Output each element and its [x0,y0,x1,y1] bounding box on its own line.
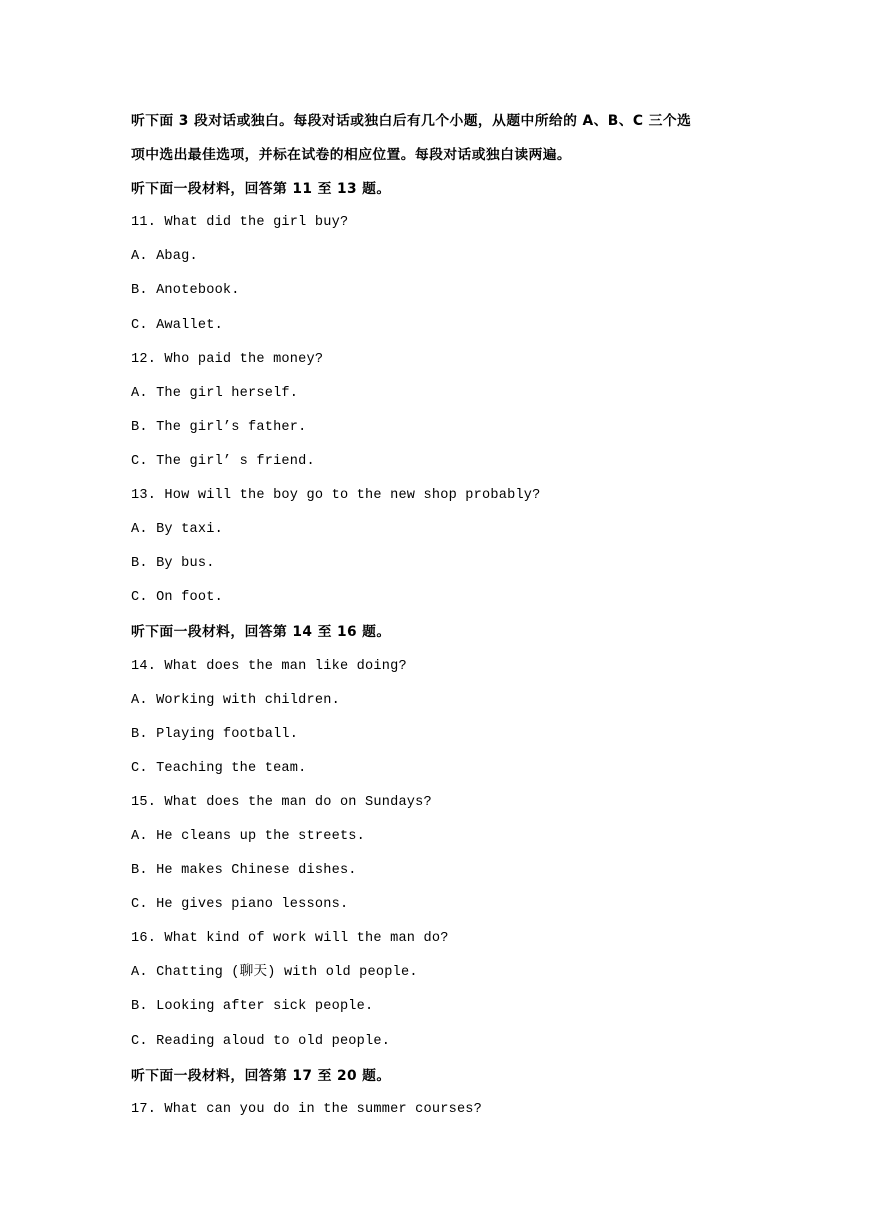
question-16-option-b: B. Looking after sick people. [131,999,374,1015]
question-14-option-b: B. Playing football. [131,726,299,742]
question-15-option-b: B. He makes Chinese dishes. [131,863,357,879]
question-13-option-a: A. By taxi. [131,522,223,538]
question-17-stem: 17. What can you do in the summer courses? [131,1101,483,1117]
question-16-stem: 16. What kind of work will the man do? [131,931,449,947]
question-16-option-c: C. Reading aloud to old people. [131,1033,391,1049]
section-heading-17-20: 听下面一段材料，回答第 17 至 20 题。 [131,1067,391,1084]
section-heading-14-16: 听下面一段材料，回答第 14 至 16 题。 [131,624,391,641]
question-11-stem: 11. What did the girl buy? [131,215,349,231]
question-11-option-b: B. Anotebook. [131,283,240,299]
question-11-option-c: C. Awallet. [131,317,223,333]
question-16-option-a: A. Chatting (聊天) with old people. [131,965,418,981]
question-15-option-a: A. He cleans up the streets. [131,828,366,844]
question-12-option-b: B. The girl’s father. [131,419,307,435]
question-12-option-a: A. The girl herself. [131,385,299,401]
document-page [131,104,741,1127]
question-14-option-c: C. Teaching the team. [131,760,307,776]
question-13-stem: 13. How will the boy go to the new shop probably? [131,488,541,504]
question-13-option-c: C. On foot. [131,590,223,606]
instructions-line-2: 项中选出最佳选项，并标在试卷的相应位置。每段对话或独白读两遍。 [131,147,572,164]
section-heading-11-13: 听下面一段材料，回答第 11 至 13 题。 [131,181,391,198]
question-13-option-b: B. By bus. [131,556,215,572]
question-12-stem: 12. Who paid the money? [131,351,324,367]
question-15-stem: 15. What does the man do on Sundays? [131,794,432,810]
question-15-option-c: C. He gives piano lessons. [131,897,349,913]
instructions-line-1: 听下面 3 段对话或独白。每段对话或独白后有几个小题，从题中所给的 A、B、C 三个选 [131,113,692,129]
question-14-stem: 14. What does the man like doing? [131,658,407,674]
question-12-option-c: C. The girl’ s friend. [131,453,315,469]
question-14-option-a: A. Working with children. [131,692,340,708]
question-11-option-a: A. Abag. [131,249,198,265]
